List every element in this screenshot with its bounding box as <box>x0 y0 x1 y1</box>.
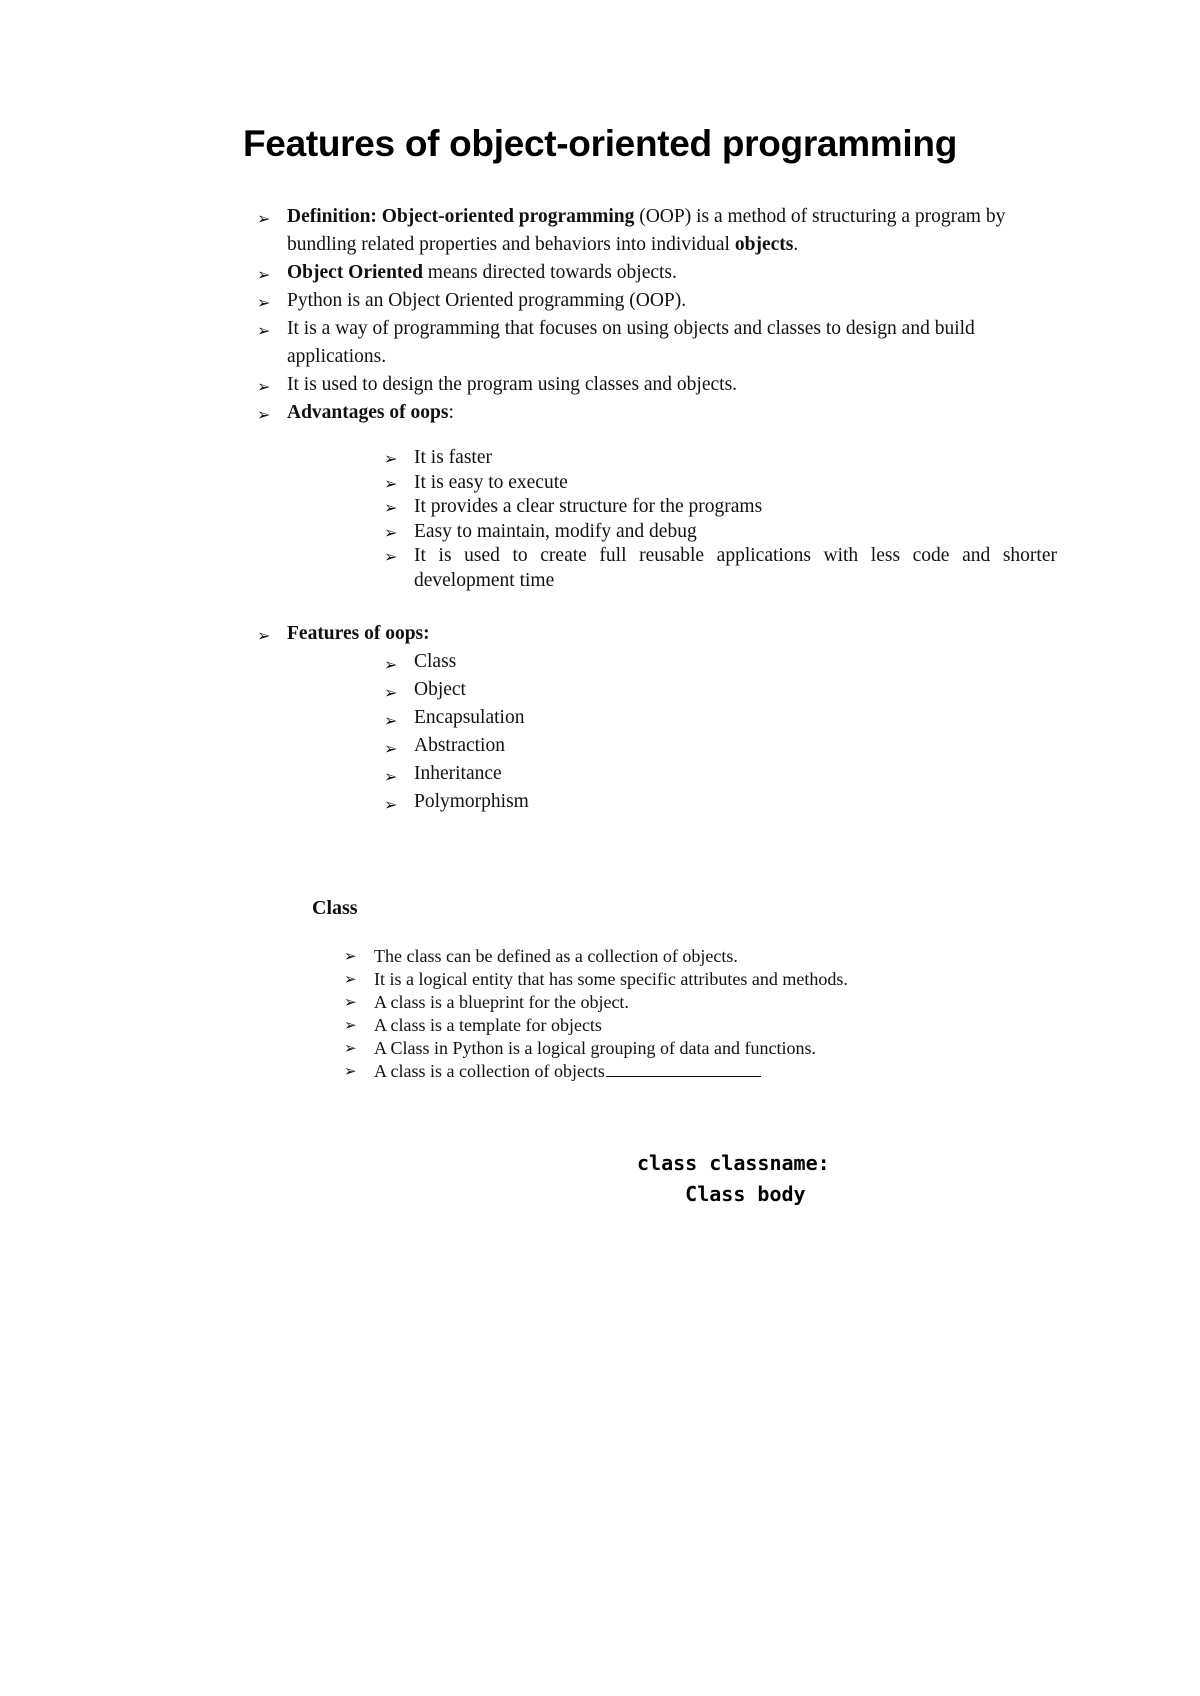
main-bullet-list <box>257 203 1057 427</box>
advantage-text: It provides a clear structure for the programs <box>414 496 763 517</box>
list-item <box>344 1060 934 1083</box>
arrow-bullet-icon: ➢ <box>344 1016 357 1034</box>
advantages-label: Advantages of oops <box>287 402 449 423</box>
arrow-bullet-icon: ➢ <box>384 547 398 566</box>
list-item <box>344 991 934 1014</box>
arrow-bullet-icon: ➢ <box>384 655 398 674</box>
feature-text: Inheritance <box>414 763 502 784</box>
class-item-text: A class is a blueprint for the object. <box>374 992 629 1012</box>
list-item-features <box>257 620 1057 648</box>
arrow-bullet-icon: ➢ <box>344 1039 357 1057</box>
arrow-bullet-icon: ➢ <box>257 626 271 645</box>
advantages-colon: : <box>448 402 454 423</box>
list-item <box>344 1037 934 1060</box>
arrow-bullet-icon: ➢ <box>257 293 271 312</box>
class-item-text: A class is a collection of objects <box>374 1061 605 1081</box>
class-item-text: The class can be defined as a collection of objects. <box>374 946 738 966</box>
class-item-text: A class is a template for objects <box>374 1015 602 1035</box>
list-item <box>384 704 1057 732</box>
class-item-text: A Class in Python is a logical grouping of data and functions. <box>374 1038 816 1058</box>
list-item-definition <box>257 203 1057 259</box>
list-item <box>384 788 1057 816</box>
definition-label: Definition: <box>287 206 377 227</box>
advantage-text: It is easy to execute <box>414 471 568 493</box>
arrow-bullet-icon: ➢ <box>384 449 398 468</box>
arrow-bullet-icon: ➢ <box>384 473 398 493</box>
list-item <box>344 945 934 968</box>
arrow-bullet-icon: ➢ <box>384 739 398 758</box>
underline-rule <box>606 1062 761 1077</box>
definition-text: (OOP) is a method of structuring a program by bundling related properties and behaviors into individual <box>287 206 1006 255</box>
advantage-text: Easy to maintain, modify and debug <box>414 520 697 542</box>
feature-text: Class <box>414 651 457 672</box>
used-text: It is used to design the program using classes and objects. <box>287 374 738 395</box>
list-item <box>384 495 1057 520</box>
python-text: Python is an Object Oriented programming (OOP). <box>287 290 687 311</box>
list-item-object-oriented <box>257 259 1057 287</box>
way-text: It is a way of programming that focuses on using objects and classes to design and build applications. <box>287 318 975 367</box>
list-item <box>384 544 1057 593</box>
list-item-way <box>257 315 1057 371</box>
advantage-text: It is used to create full reusable applications with less code and shorter development time <box>414 545 1057 591</box>
features-list <box>384 648 1057 816</box>
arrow-bullet-icon: ➢ <box>257 321 271 340</box>
arrow-bullet-icon: ➢ <box>344 947 357 965</box>
class-definition-list <box>344 945 934 1083</box>
code-line: class classname: <box>637 1151 830 1175</box>
list-item <box>384 760 1057 788</box>
list-item <box>344 968 934 991</box>
page-title: Features of object-oriented programming <box>243 123 957 164</box>
arrow-bullet-icon: ➢ <box>344 993 357 1011</box>
definition-emphasis: objects <box>734 234 794 255</box>
feature-text: Encapsulation <box>414 707 525 728</box>
class-item-text: It is a logical entity that has some specific attributes and methods. <box>374 969 848 989</box>
features-heading: Features of oops: <box>287 623 430 644</box>
definition-term: Object-oriented programming <box>381 206 635 227</box>
arrow-bullet-icon: ➢ <box>384 711 398 730</box>
arrow-bullet-icon: ➢ <box>257 209 271 228</box>
arrow-bullet-icon: ➢ <box>384 498 398 517</box>
list-item <box>384 676 1057 704</box>
arrow-bullet-icon: ➢ <box>257 405 271 424</box>
arrow-bullet-icon: ➢ <box>384 683 398 702</box>
code-snippet <box>637 1148 830 1210</box>
class-section-heading: Class <box>312 897 358 919</box>
feature-text: Abstraction <box>414 735 505 756</box>
arrow-bullet-icon: ➢ <box>384 522 398 542</box>
list-item <box>384 648 1057 676</box>
list-item-advantages <box>257 399 1057 427</box>
arrow-bullet-icon: ➢ <box>384 767 398 786</box>
features-heading-list <box>257 620 1057 648</box>
advantages-list <box>384 446 1057 593</box>
list-item-python <box>257 287 1057 315</box>
object-oriented-term: Object Oriented <box>287 262 423 283</box>
arrow-bullet-icon: ➢ <box>257 265 271 284</box>
code-line: Class body <box>637 1182 806 1206</box>
definition-end: . <box>793 234 799 255</box>
arrow-bullet-icon: ➢ <box>344 970 357 988</box>
list-item <box>384 732 1057 760</box>
list-item <box>384 520 1057 545</box>
advantage-text: It is faster <box>414 447 492 468</box>
arrow-bullet-icon: ➢ <box>257 377 271 396</box>
arrow-bullet-icon: ➢ <box>344 1062 357 1080</box>
list-item <box>384 471 1057 496</box>
feature-text: Object <box>414 679 466 700</box>
feature-text: Polymorphism <box>414 791 529 812</box>
list-item <box>384 446 1057 471</box>
arrow-bullet-icon: ➢ <box>384 795 398 814</box>
list-item <box>344 1014 934 1037</box>
list-item-used <box>257 371 1057 399</box>
object-oriented-text: means directed towards objects. <box>422 262 677 283</box>
